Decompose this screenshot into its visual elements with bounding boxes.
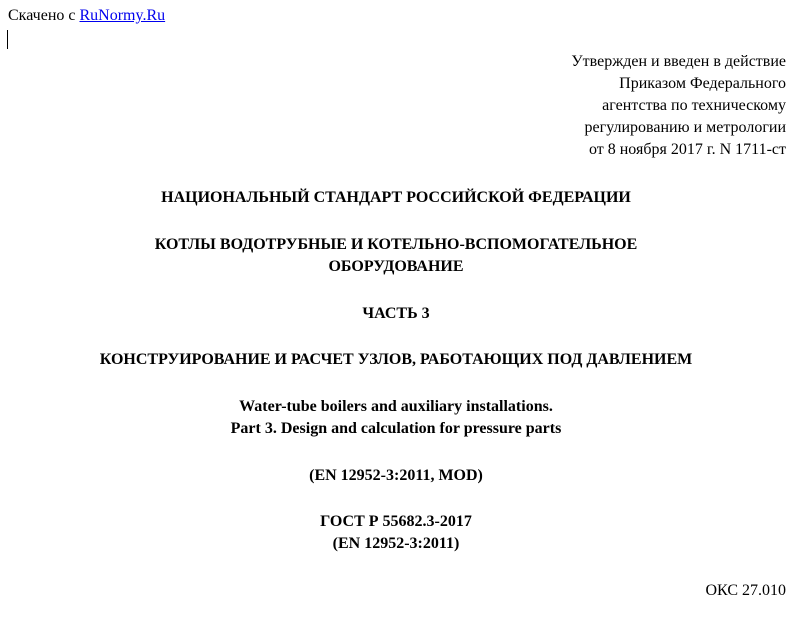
standard-heading	[0, 187, 792, 209]
part-label-text: ЧАСТЬ 3	[362, 305, 430, 322]
approval-line-3: агентства по техническому	[602, 97, 786, 114]
document-subtitle	[0, 349, 792, 371]
document-title-line-1: КОТЛЫ ВОДОТРУБНЫЕ И КОТЕЛЬНО-ВСПОМОГАТЕЛЬНОЕ	[154, 236, 638, 253]
runormy-link[interactable]: RuNormy.Ru	[79, 7, 166, 24]
english-title	[0, 396, 792, 440]
gost-en-reference: (EN 12952-3:2011)	[332, 535, 460, 552]
approval-line-4: регулированию и метрологии	[584, 119, 786, 136]
gost-number: ГОСТ Р 55682.3-2017	[320, 513, 472, 530]
text-cursor	[7, 30, 8, 49]
en-reference-text: (EN 12952-3:2011, MOD)	[309, 467, 483, 484]
gost-number-block	[0, 511, 792, 555]
en-reference	[0, 465, 792, 487]
approval-line-2: Приказом Федерального	[619, 75, 786, 92]
approval-line-5: от 8 ноября 2017 г. N 1711-ст	[588, 141, 786, 158]
download-source-line	[8, 6, 165, 26]
approval-line-1: Утвержден и введен в действие	[571, 53, 786, 70]
part-label	[0, 303, 792, 325]
document-subtitle-text: КОНСТРУИРОВАНИЕ И РАСЧЕТ УЗЛОВ, РАБОТАЮЩИХ ПОД ДАВЛЕНИЕМ	[99, 351, 693, 368]
english-title-line-1: Water-tube boilers and auxiliary installations.	[239, 398, 553, 415]
download-prefix: Скачено с	[8, 7, 80, 24]
okc-code: ОКС 27.010	[705, 582, 786, 599]
standard-heading-text: НАЦИОНАЛЬНЫЙ СТАНДАРТ РОССИЙСКОЙ ФЕДЕРАЦИИ	[161, 189, 631, 206]
document-title-line-2: ОБОРУДОВАНИЕ	[328, 258, 464, 275]
approval-block	[571, 51, 786, 161]
english-title-line-2: Part 3. Design and calculation for pressure parts	[230, 420, 562, 437]
document-title	[0, 234, 792, 278]
